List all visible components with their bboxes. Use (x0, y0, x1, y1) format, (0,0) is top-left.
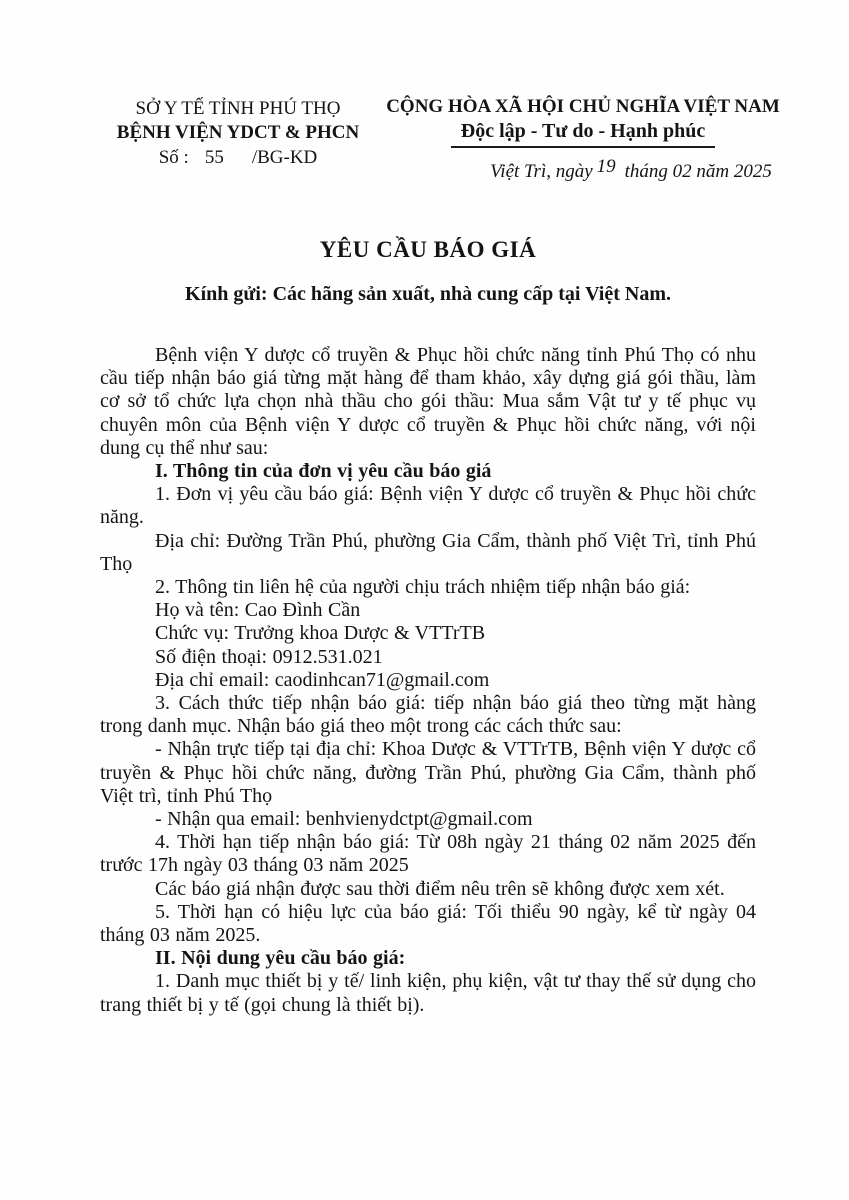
document-number-value: 55 (204, 147, 224, 168)
paragraph: Chức vụ: Trưởng khoa Dược & VTTrTB (155, 622, 486, 645)
document-title: YÊU CẦU BÁO GIÁ (319, 237, 537, 262)
paragraph: Họ và tên: Cao Đình Cần (155, 599, 361, 622)
paragraph: - Nhận trực tiếp tại địa chỉ: Khoa Dược & VTTrTB, Bệnh viện Y dược cổ truyền & Phục hồi chức năng, đường Trần Phú, phường Gia Cẩm, thành phố Việt trì, tỉnh Phú Thọ (100, 738, 756, 807)
paragraph: - Nhận qua email: benhvienydctpt@gmail.com (155, 808, 533, 831)
paragraph: Các báo giá nhận được sau thời điểm nêu trên sẽ không được xem xét. (155, 877, 725, 900)
paragraph: 1. Danh mục thiết bị y tế/ linh kiện, phụ kiện, vật tư thay thế sử dụng cho trang thiết bị y tế (gọi chung là thiết bị). (100, 970, 756, 1016)
document-number-line (104, 145, 372, 170)
document-number-suffix: /BG-KD (251, 147, 318, 168)
paragraph: 2. Thông tin liên hệ của người chịu trách nhiệm tiếp nhận báo giá: (155, 576, 691, 599)
date-suffix: tháng 02 năm 2025 (624, 161, 772, 182)
place-date-line (431, 156, 831, 184)
section-heading: II. Nội dung yêu cầu báo giá: (155, 947, 406, 970)
paragraph: 5. Thời hạn có hiệu lực của báo giá: Tối thiểu 90 ngày, kể từ ngày 04 tháng 03 năm 2025. (100, 900, 756, 947)
paragraph: Bệnh viện Y dược cổ truyền & Phục hồi chức năng tỉnh Phú Thọ có nhu cầu tiếp nhận báo giá từng mặt hàng để tham khảo, xây dựng giá gói thầu, làm cơ sở tổ chức lựa chọn nhà thầu cho gói thầu: Mua sắm Vật tư y tế phục vụ chuyên môn của Bệnh viện Y dược cổ truyền & Phục hồi chức năng, với nội dung cụ thể như sau: (100, 344, 756, 459)
paragraph: Số điện thoại: 0912.531.021 (155, 645, 383, 668)
paragraph: 3. Cách thức tiếp nhận báo giá: tiếp nhận báo giá theo từng mặt hàng trong danh mục. Nhận báo giá theo một trong các cách thức sau: (100, 692, 756, 738)
national-motto-line (383, 119, 783, 148)
paragraph: Địa chỉ email: caodinhcan71@gmail.com (155, 668, 490, 691)
paragraph: 4. Thời hạn tiếp nhận báo giá: Từ 08h ngày 21 tháng 02 năm 2025 đến trước 17h ngày 03 tháng 03 năm 2025 (100, 831, 756, 877)
national-header: CỘNG HÒA XÃ HỘI CHỦ NGHĨA VIỆT NAM (386, 96, 780, 117)
national-motto: Độc lập - Tư do - Hạnh phúc (451, 119, 715, 148)
paragraph: Địa chỉ: Đường Trần Phú, phường Gia Cẩm, thành phố Việt Trì, tỉnh Phú Thọ (100, 529, 756, 575)
section-heading: I. Thông tin của đơn vị yêu cầu báo giá (155, 460, 492, 483)
date-prefix: Việt Trì, ngày (490, 161, 593, 182)
title-block (100, 237, 756, 306)
document-body (100, 344, 756, 1017)
document-number-label: Số : (158, 147, 189, 168)
national-header-block (383, 95, 783, 184)
issuer-block (104, 97, 372, 170)
issuer-org-name: BỆNH VIỆN YDCT & PHCN (116, 122, 360, 143)
salutation: Kính gửi: Các hãng sản xuất, nhà cung cấp tại Việt Nam. (185, 283, 671, 305)
paragraph: 1. Đơn vị yêu cầu báo giá: Bệnh viện Y dược cổ truyền & Phục hồi chức năng. (100, 483, 756, 529)
issuer-parent-org: SỞ Y TẾ TỈNH PHÚ THỌ (135, 98, 341, 119)
date-day: 19 (596, 156, 616, 177)
document-header (0, 95, 849, 205)
